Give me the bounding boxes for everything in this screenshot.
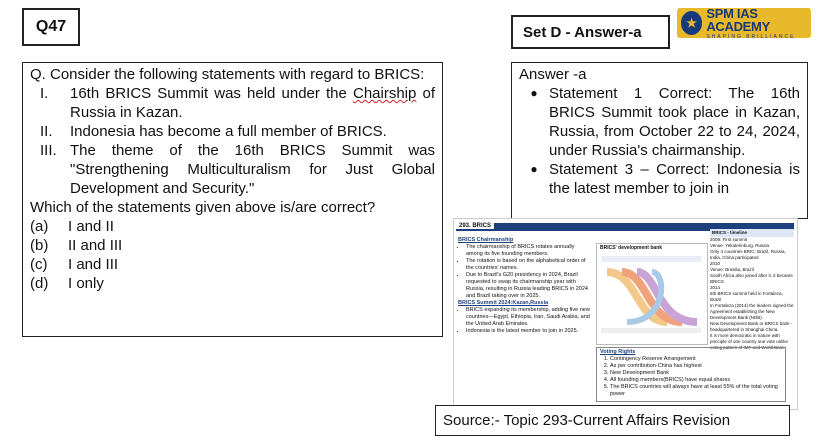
logo-name: SPM IAS ACADEMY (706, 5, 770, 34)
set-answer-label: Set D - Answer-a (511, 15, 670, 49)
source-caption: Source:- Topic 293-Current Affairs Revision (435, 405, 790, 436)
notes-topic: 293. BRICS (456, 223, 494, 229)
answer-point (519, 84, 800, 160)
answer-point-text: Statement 3 – Correct: Indonesia is the latest member to join in (549, 161, 800, 197)
summit-point: • BRICS expanding its membership, adding five new countries—Egypt, Ethiopia, Iran, Saudi Arabia, and the United Arab Emirates. (466, 307, 591, 328)
voting-item: 3. New Development Bank (610, 370, 782, 377)
statement-number: III. (40, 142, 57, 159)
option-a[interactable] (30, 217, 435, 236)
summit-point: • Indonesia is the latest member to join in 2025. (466, 328, 591, 335)
option-label: (c) (30, 256, 48, 273)
question-number: Q47 (22, 8, 80, 46)
brics-timeline (710, 229, 794, 359)
notes-left-column (458, 237, 591, 335)
option-text: I only (68, 275, 104, 292)
option-list (30, 217, 435, 293)
option-text: I and III (68, 256, 119, 273)
logo-seal-icon: ★ (681, 11, 702, 35)
summit-heading: BRICS Summit 2024:Kazan,Russia (458, 300, 549, 306)
answer-list (519, 84, 800, 198)
bank-flow-graphic (597, 252, 705, 337)
voting-rights-box (596, 347, 786, 402)
option-label: (b) (30, 237, 49, 254)
timeline-item: New Development Bank or BRICS bank - headquartered in Shanghai China. (710, 321, 793, 332)
academy-logo (677, 5, 811, 40)
voting-item: 1. Contingency Reserve Arrangement (610, 356, 782, 363)
voting-heading: Voting Rights (600, 349, 636, 355)
diagram-title: BRICS' development bank (600, 245, 663, 251)
timeline-title: BRICS - timeline (710, 229, 794, 237)
answer-title: Answer -a (519, 66, 587, 83)
question-stem: Q. Consider the following statements with regard to BRICS: (30, 66, 425, 83)
chairmanship-point: • The chairmanship of BRICS rotates annually among its five founding members. (466, 244, 591, 258)
bullet-icon: ● (530, 162, 538, 176)
timeline-item: It is more democratic in nature with principle of one country one vote unlike voting pattern of IMF and World Bank (710, 333, 789, 350)
statement-item (30, 141, 435, 198)
answer-box (511, 62, 808, 219)
timeline-item: Only 4 countries BRIC: Brazil, Russia, India, China participated (710, 249, 786, 260)
statement-text: Indonesia has become a full member of BRICS. (70, 123, 387, 140)
option-label: (d) (30, 275, 49, 292)
statement-item (30, 122, 435, 141)
voting-item: 5. The BRICS countries will always have at least 55% of the total voting power (610, 384, 782, 398)
timeline-item: In Fortaleza (2014) the leaders signed the Agreement establishing the New Development Bank (NDB). (710, 303, 794, 320)
voting-item: 2. As per contribution-China has highest (610, 363, 782, 370)
statement-number: I. (40, 85, 49, 102)
timeline-item: Venue: Brasilia, Brazil (710, 267, 754, 272)
timeline-item: 2010 (710, 261, 721, 266)
option-c[interactable] (30, 255, 435, 274)
revision-notes-image (453, 218, 798, 410)
statement-text: 16th BRICS Summit was held under the Chairship of Russia in Kazan. (70, 85, 435, 121)
voting-item: 4. All founding members(BRICS) have equal shares (610, 377, 782, 384)
chairmanship-heading: BRICS Chairmanship (458, 237, 514, 243)
statement-item (30, 84, 435, 122)
question-prompt: Which of the statements given above is/are correct? (30, 199, 376, 216)
answer-point-text: Statement 1 Correct: The 16th BRICS Summit took place in Kazan, Russia, from October 22 to 24, 2024, under Russia's chairmanship. (549, 85, 800, 159)
timeline-item: 6th BRICS summit held in Fortaleza, Brazil (710, 291, 783, 302)
answer-point (519, 160, 800, 198)
chairmanship-point: • Due to Brazil's G20 presidency in 2024, Brazil requested to swap its chairmanship year with Russia, resulting in Russia leading BRICS in 2024 and Brazil taking over in 2025. (466, 272, 591, 300)
option-label: (a) (30, 218, 49, 235)
timeline-item: 2014 (710, 285, 721, 290)
option-d[interactable] (30, 274, 435, 293)
logo-tagline: SHAPING BRILLIANCE (706, 33, 796, 40)
option-text: II and III (68, 237, 123, 254)
timeline-item: Venue: Yekaterinburg, Russia (710, 243, 770, 248)
question-box (22, 62, 443, 337)
chairmanship-point: • The rotation is based on the alphabetical order of the countries' names. (466, 258, 591, 272)
statement-number: II. (40, 123, 53, 140)
statement-text: The theme of the 16th BRICS Summit was "Strengthening Multiculturalism for Just Global Development and Security." (70, 142, 435, 197)
development-bank-diagram (596, 243, 708, 345)
timeline-item: 2009: First summit (710, 237, 748, 242)
option-b[interactable] (30, 236, 435, 255)
timeline-item: South Africa also joined after it, it became BRICS (710, 273, 793, 284)
option-text: I and II (68, 218, 114, 235)
statement-list (30, 84, 435, 198)
bullet-icon: ● (530, 86, 538, 100)
